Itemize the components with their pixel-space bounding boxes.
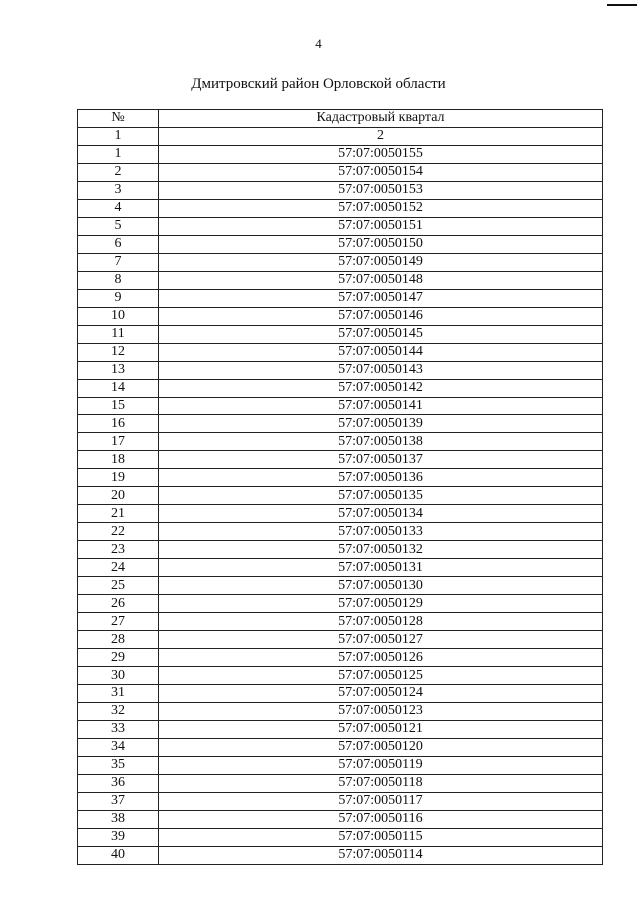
cadastral-quarter-cell: 57:07:0050129 bbox=[159, 595, 603, 613]
cadastral-quarter-cell: 57:07:0050125 bbox=[159, 667, 603, 685]
table-row bbox=[78, 469, 603, 487]
table-row bbox=[78, 199, 603, 217]
cadastral-quarter-cell: 57:07:0050131 bbox=[159, 559, 603, 577]
row-number-cell: 2 bbox=[78, 163, 159, 181]
table-row bbox=[78, 307, 603, 325]
cadastral-quarter-cell: 57:07:0050121 bbox=[159, 720, 603, 738]
row-number-cell: 10 bbox=[78, 307, 159, 325]
table-column-number-row bbox=[78, 127, 603, 145]
cadastral-quarter-cell: 57:07:0050151 bbox=[159, 217, 603, 235]
table-row bbox=[78, 379, 603, 397]
cadastral-quarter-cell: 57:07:0050150 bbox=[159, 235, 603, 253]
row-number-cell: 36 bbox=[78, 774, 159, 792]
row-number-cell: 19 bbox=[78, 469, 159, 487]
table-row bbox=[78, 595, 603, 613]
corner-mark bbox=[607, 4, 637, 6]
cadastral-quarter-cell: 57:07:0050148 bbox=[159, 271, 603, 289]
row-number-cell: 1 bbox=[78, 145, 159, 163]
table-row bbox=[78, 325, 603, 343]
row-number-cell: 40 bbox=[78, 846, 159, 864]
table-row bbox=[78, 738, 603, 756]
cadastral-quarter-cell: 57:07:0050149 bbox=[159, 253, 603, 271]
row-number-cell: 37 bbox=[78, 792, 159, 810]
cadastral-table bbox=[77, 109, 603, 865]
row-number-cell: 38 bbox=[78, 810, 159, 828]
row-number-cell: 22 bbox=[78, 523, 159, 541]
row-number-cell: 23 bbox=[78, 541, 159, 559]
cadastral-quarter-cell: 57:07:0050141 bbox=[159, 397, 603, 415]
row-number-cell: 15 bbox=[78, 397, 159, 415]
row-number-cell: 16 bbox=[78, 415, 159, 433]
cadastral-quarter-cell: 57:07:0050144 bbox=[159, 343, 603, 361]
table-head bbox=[78, 110, 603, 146]
cadastral-quarter-cell: 57:07:0050138 bbox=[159, 433, 603, 451]
row-number-cell: 8 bbox=[78, 271, 159, 289]
cadastral-quarter-cell: 57:07:0050133 bbox=[159, 523, 603, 541]
cadastral-quarter-cell: 57:07:0050124 bbox=[159, 685, 603, 703]
cadastral-quarter-cell: 57:07:0050136 bbox=[159, 469, 603, 487]
table-row bbox=[78, 145, 603, 163]
cadastral-quarter-cell: 57:07:0050146 bbox=[159, 307, 603, 325]
cadastral-quarter-cell: 57:07:0050130 bbox=[159, 577, 603, 595]
row-number-cell: 34 bbox=[78, 738, 159, 756]
row-number-cell: 27 bbox=[78, 613, 159, 631]
cadastral-quarter-cell: 57:07:0050115 bbox=[159, 828, 603, 846]
table-row bbox=[78, 181, 603, 199]
cadastral-quarter-cell: 57:07:0050117 bbox=[159, 792, 603, 810]
table-row bbox=[78, 487, 603, 505]
cadastral-quarter-cell: 57:07:0050114 bbox=[159, 846, 603, 864]
table-row bbox=[78, 702, 603, 720]
row-number-cell: 33 bbox=[78, 720, 159, 738]
column-number-2: 2 bbox=[159, 127, 603, 145]
table-row bbox=[78, 415, 603, 433]
table-row bbox=[78, 253, 603, 271]
row-number-cell: 5 bbox=[78, 217, 159, 235]
row-number-cell: 11 bbox=[78, 325, 159, 343]
header-number: № bbox=[78, 110, 159, 128]
cadastral-quarter-cell: 57:07:0050126 bbox=[159, 649, 603, 667]
cadastral-quarter-cell: 57:07:0050128 bbox=[159, 613, 603, 631]
table-row bbox=[78, 792, 603, 810]
row-number-cell: 28 bbox=[78, 631, 159, 649]
table-row bbox=[78, 397, 603, 415]
row-number-cell: 26 bbox=[78, 595, 159, 613]
cadastral-quarter-cell: 57:07:0050154 bbox=[159, 163, 603, 181]
cadastral-quarter-cell: 57:07:0050145 bbox=[159, 325, 603, 343]
row-number-cell: 7 bbox=[78, 253, 159, 271]
row-number-cell: 35 bbox=[78, 756, 159, 774]
cadastral-quarter-cell: 57:07:0050116 bbox=[159, 810, 603, 828]
cadastral-quarter-cell: 57:07:0050119 bbox=[159, 756, 603, 774]
row-number-cell: 39 bbox=[78, 828, 159, 846]
cadastral-quarter-cell: 57:07:0050153 bbox=[159, 181, 603, 199]
cadastral-quarter-cell: 57:07:0050147 bbox=[159, 289, 603, 307]
row-number-cell: 9 bbox=[78, 289, 159, 307]
table-row bbox=[78, 685, 603, 703]
cadastral-quarter-cell: 57:07:0050135 bbox=[159, 487, 603, 505]
row-number-cell: 31 bbox=[78, 685, 159, 703]
cadastral-quarter-cell: 57:07:0050134 bbox=[159, 505, 603, 523]
cadastral-quarter-cell: 57:07:0050137 bbox=[159, 451, 603, 469]
table-body bbox=[78, 145, 603, 864]
table-row bbox=[78, 828, 603, 846]
table-row bbox=[78, 613, 603, 631]
table-row bbox=[78, 577, 603, 595]
cadastral-quarter-cell: 57:07:0050152 bbox=[159, 199, 603, 217]
document-title: Дмитровский район Орловской области bbox=[191, 76, 446, 92]
row-number-cell: 21 bbox=[78, 505, 159, 523]
table-row bbox=[78, 774, 603, 792]
cadastral-quarter-cell: 57:07:0050118 bbox=[159, 774, 603, 792]
table-row bbox=[78, 667, 603, 685]
table-header-row bbox=[78, 110, 603, 128]
page-number: 4 bbox=[315, 36, 322, 51]
row-number-cell: 25 bbox=[78, 577, 159, 595]
row-number-cell: 3 bbox=[78, 181, 159, 199]
table-row bbox=[78, 505, 603, 523]
table-row bbox=[78, 451, 603, 469]
cadastral-quarter-cell: 57:07:0050139 bbox=[159, 415, 603, 433]
row-number-cell: 13 bbox=[78, 361, 159, 379]
table-row bbox=[78, 217, 603, 235]
table-row bbox=[78, 271, 603, 289]
table-row bbox=[78, 289, 603, 307]
table-row bbox=[78, 720, 603, 738]
row-number-cell: 14 bbox=[78, 379, 159, 397]
table-row bbox=[78, 343, 603, 361]
table-row bbox=[78, 810, 603, 828]
table-row bbox=[78, 235, 603, 253]
table-row bbox=[78, 559, 603, 577]
table-row bbox=[78, 163, 603, 181]
column-number-1: 1 bbox=[78, 127, 159, 145]
cadastral-quarter-cell: 57:07:0050120 bbox=[159, 738, 603, 756]
row-number-cell: 17 bbox=[78, 433, 159, 451]
row-number-cell: 6 bbox=[78, 235, 159, 253]
row-number-cell: 32 bbox=[78, 702, 159, 720]
cadastral-quarter-cell: 57:07:0050155 bbox=[159, 145, 603, 163]
table-row bbox=[78, 541, 603, 559]
cadastral-quarter-cell: 57:07:0050123 bbox=[159, 702, 603, 720]
row-number-cell: 24 bbox=[78, 559, 159, 577]
table-row bbox=[78, 631, 603, 649]
cadastral-quarter-cell: 57:07:0050127 bbox=[159, 631, 603, 649]
table-row bbox=[78, 846, 603, 864]
row-number-cell: 12 bbox=[78, 343, 159, 361]
row-number-cell: 29 bbox=[78, 649, 159, 667]
table-row bbox=[78, 756, 603, 774]
header-cadastral-quarter: Кадастровый квартал bbox=[159, 110, 603, 128]
cadastral-quarter-cell: 57:07:0050142 bbox=[159, 379, 603, 397]
row-number-cell: 30 bbox=[78, 667, 159, 685]
row-number-cell: 4 bbox=[78, 199, 159, 217]
table-row bbox=[78, 523, 603, 541]
cadastral-quarter-cell: 57:07:0050132 bbox=[159, 541, 603, 559]
table-row bbox=[78, 649, 603, 667]
row-number-cell: 18 bbox=[78, 451, 159, 469]
table-row bbox=[78, 361, 603, 379]
table-row bbox=[78, 433, 603, 451]
cadastral-quarter-cell: 57:07:0050143 bbox=[159, 361, 603, 379]
row-number-cell: 20 bbox=[78, 487, 159, 505]
